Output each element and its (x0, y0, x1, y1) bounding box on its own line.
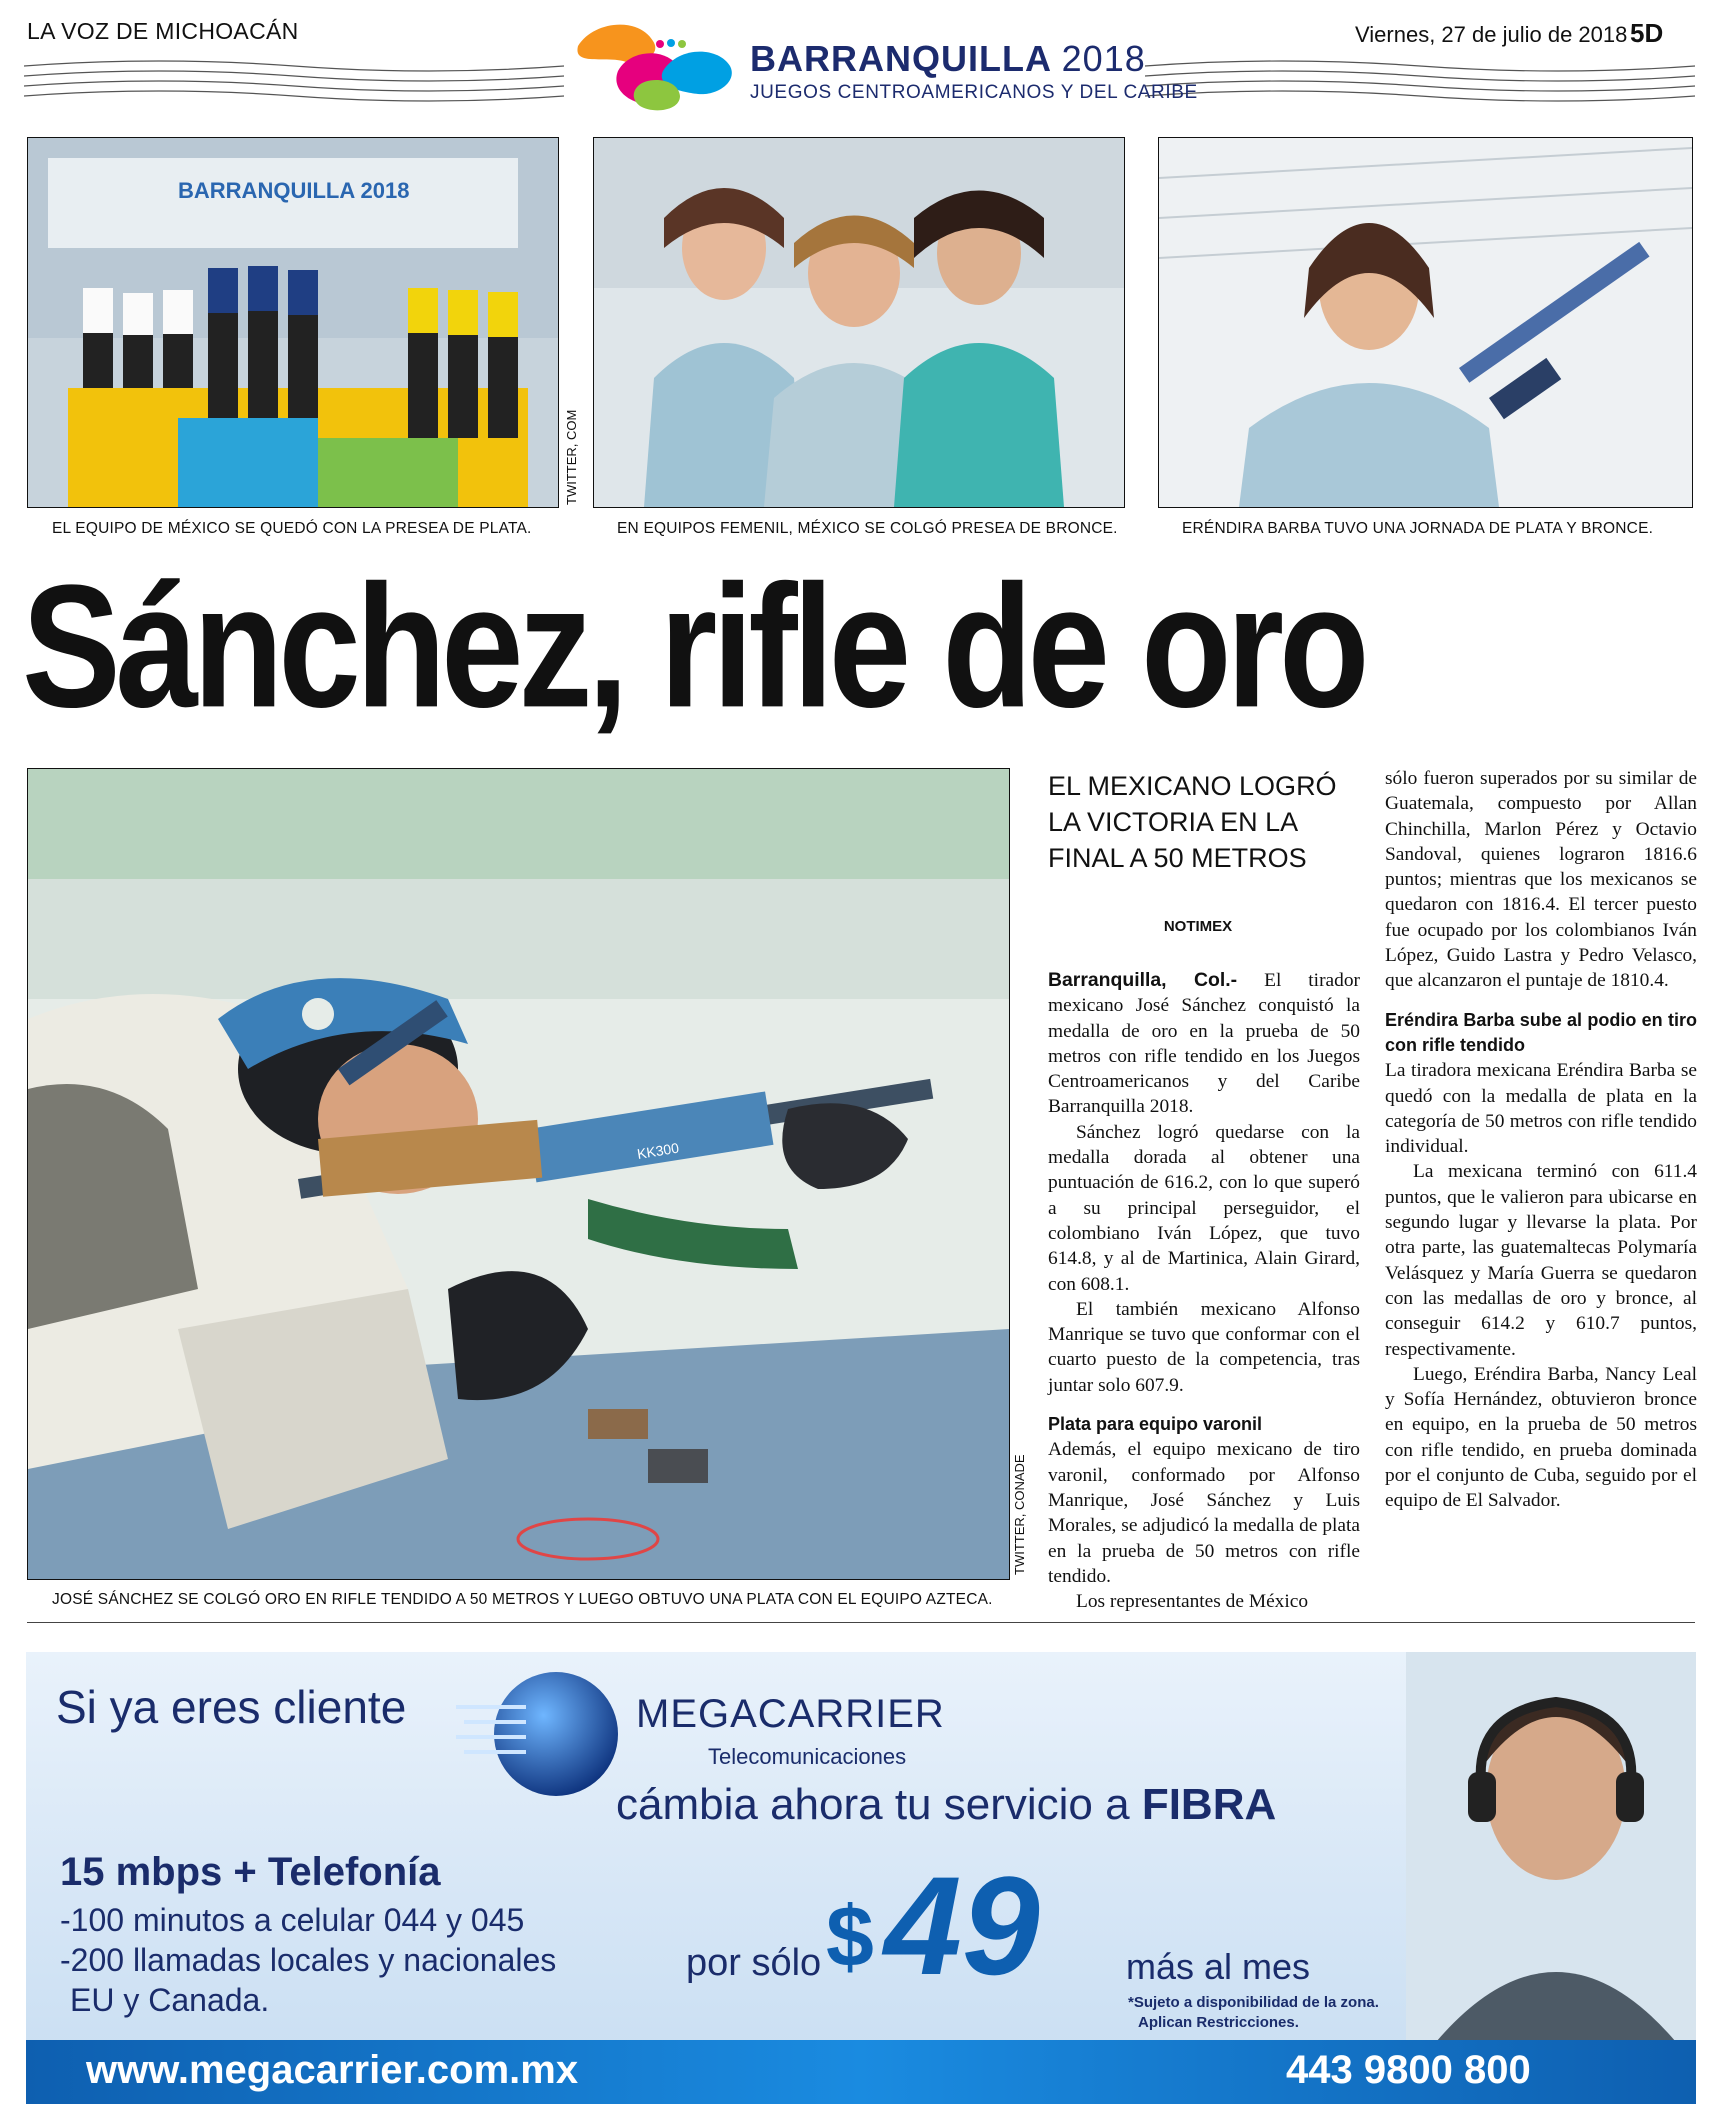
ad-url[interactable]: www.megacarrier.com.mx (86, 2048, 579, 2092)
rifle-label: KK300 (635, 1139, 680, 1162)
paragraph-7: La mexicana terminó con 611.4 puntos, que le valieron para ubicarse en segundo lugar y llevarse la plata. Por otra parte, las guatemaltecas Polymaría Velásquez y María Guerra se quedaron con las medallas de oro y bronce, al conseguir 614.2 y 610.7 puntos, respectivamente. (1385, 1161, 1697, 1360)
header-wave-lines-left (24, 52, 564, 112)
ad-plan-line-2: -200 llamadas locales y nacionales (60, 1942, 557, 1978)
caption-main-photo: JOSÉ SÁNCHEZ SE COLGÓ ORO EN RIFLE TENDIDO A 50 METROS Y LUEGO OBTUVO UNA PLATA CON EL EQUIPO AZTECA. (52, 1591, 993, 1608)
paragraph-6: La tiradora mexicana Eréndira Barba se quedó con la medalla de plata en la categoría de 50 metros con rifle tendido individual. (1385, 1060, 1697, 1158)
paragraph-1-text: El tirador mexicano José Sánchez conquistó la medalla de oro en la prueba de 50 metros con rifle tendido en los Juegos Centroamericanos y del Caribe Barranquilla 2018. (1048, 970, 1360, 1118)
ad-cta-prefix: cámbia ahora tu servicio a (616, 1780, 1130, 1829)
megacarrier-globe-logo (456, 1662, 626, 1802)
ad-plan-line-3: EU y Canada. (70, 1982, 270, 2018)
ad-intro: Si ya eres cliente (56, 1681, 407, 1733)
ad-cta (616, 1780, 1276, 1830)
ad-price-symbol: $ (826, 1889, 874, 1985)
subhead-erendira: Eréndira Barba sube al podio en tiro con rifle tendido (1385, 1009, 1697, 1055)
ad-plan-line-1: -100 minutos a celular 044 y 045 (60, 1902, 525, 1938)
caption-women-team: EN EQUIPOS FEMENIL, MÉXICO SE COLGÓ PRESEA DE BRONCE. (617, 520, 1118, 537)
headline: Sánchez, rifle de oro (22, 549, 1365, 745)
erendira-illustration (1159, 138, 1692, 507)
paragraph-3: El también mexicano Alfonso Manrique se tuvo que conformar con el cuarto puesto de la competencia, tras juntar solo 607.9. (1048, 1298, 1360, 1396)
photo-women-team (593, 137, 1125, 508)
page-number: 5D (1630, 18, 1664, 48)
ad-disclaimer-1: *Sujeto a disponibilidad de la zona. (1128, 1994, 1379, 2011)
article-column-1 (1048, 968, 1360, 1614)
issue-date: Viernes, 27 de julio de 2018 (1355, 22, 1628, 47)
photo-jose-sanchez (27, 768, 1010, 1580)
subhead-team: Plata para equipo varonil (1048, 1414, 1263, 1435)
ad-model-photo (1406, 1652, 1696, 2042)
article-deck: EL MEXICANO LOGRÓ LA VICTORIA EN LA FINAL A 50 METROS (1048, 771, 1337, 873)
paragraph-8: Luego, Eréndira Barba, Nancy Leal y Sofía Hernández, obtuvieron bronce en equipo, en la prueba de 50 metros con rifle tendido, en prueba dominada por el conjunto de Cuba, seguido por el equipo de El Salvador. (1385, 1363, 1697, 1512)
ad-cta-bold: FIBRA (1141, 1780, 1277, 1829)
event-year: 2018 (1061, 38, 1146, 79)
photo-podium (27, 137, 559, 508)
article-column-2 (1385, 766, 1697, 1514)
paragraph-5: Los representantes de México (1076, 1591, 1309, 1613)
ad-footer-bar (26, 2040, 1696, 2104)
photo-credit-main: TWITTER, CONADE (1012, 1454, 1027, 1575)
paragraph-4: Además, el equipo mexicano de tiro varonil, conformado por Alfonso Manrique, José Sánchez y Luis Morales, se adjudicó la medalla de plata en la prueba de 50 metros con rifle tendido. (1048, 1439, 1360, 1587)
barranquilla-logo (568, 16, 738, 116)
caption-podium: EL EQUIPO DE MÉXICO SE QUEDÓ CON LA PRESEA DE PLATA. (52, 520, 532, 537)
ad-separator-rule (27, 1622, 1695, 1623)
header-wave-lines-right (1145, 52, 1695, 112)
ad-plan-title: 15 mbps + Telefonía (60, 1850, 441, 1894)
ad-brand: MEGACARRIER (636, 1692, 945, 1736)
photo-credit-top: TWITTER, COM (564, 409, 579, 505)
ad-price-suffix: más al mes (1126, 1946, 1311, 1987)
ad-phone[interactable]: 443 9800 800 (1286, 2048, 1531, 2092)
paragraph-1 (1048, 968, 1360, 1120)
article-byline: NOTIMEX (1163, 918, 1233, 935)
publication-name: LA VOZ DE MICHOACÁN (27, 18, 299, 44)
dateline: Barranquilla, Col.- (1048, 969, 1238, 991)
podium-banner-text: BARRANQUILLA 2018 (178, 178, 410, 203)
shooter-illustration (28, 769, 1009, 1579)
ad-disclaimer-2: Aplican Restricciones. (1138, 2014, 1299, 2031)
photo-erendira (1158, 137, 1693, 508)
paragraph-2: Sánchez logró quedarse con la medalla dorada al obtener una puntuación de 616.2, con lo que superó a su principal perseguidor, el colombiano Iván López, que tuvo 614.8, y al de Martinica, Alain Girard, con 608.1. (1048, 1121, 1360, 1295)
ad-price: 49 (884, 1847, 1040, 2004)
event-name: BARRANQUILLA (750, 38, 1051, 79)
ad-brand-sub: Telecomunicaciones (708, 1744, 907, 1769)
megacarrier-advertisement (26, 1652, 1696, 2104)
paragraph-5-continued: sólo fueron superados por su similar de Guatemala, compuesto por Allan Chinchilla, Marlon Pérez y Octavio Sandoval, quienes lograron 1816.6 puntos; mientras que los mexicanos se quedaron con 1816.4. El tercer puesto fue ocupado por los colombianos Iván López, Guido Lastra y Pedro Velasco, que alcanzaron el puntaje de 1810.4. (1385, 768, 1697, 992)
caption-erendira: ERÉNDIRA BARBA TUVO UNA JORNADA DE PLATA Y BRONCE. (1182, 520, 1654, 537)
podium-illustration (28, 138, 558, 507)
event-title (750, 38, 1146, 80)
women-team-illustration (594, 138, 1124, 507)
ad-price-prefix: por sólo (686, 1942, 822, 1984)
event-subtitle: JUEGOS CENTROAMERICANOS Y DEL CARIBE (750, 82, 1198, 103)
